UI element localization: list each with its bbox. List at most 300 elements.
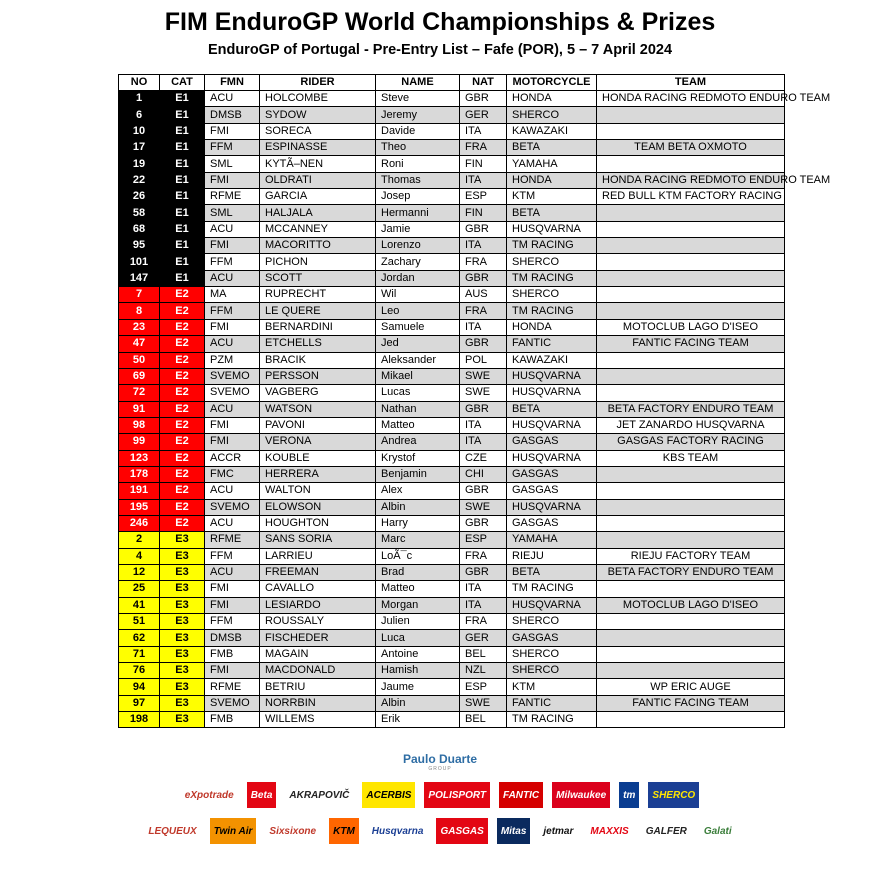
table-row — [119, 385, 785, 401]
cell-no: 72 — [119, 385, 160, 401]
cell-moto: HUSQVARNA — [507, 417, 597, 433]
cell-fmn: ACU — [205, 91, 260, 107]
cell-fmn: FFM — [205, 303, 260, 319]
cell-rider: ESPINASSE — [260, 140, 376, 156]
cell-no: 71 — [119, 646, 160, 662]
cell-cat: E1 — [160, 91, 205, 107]
table-row — [119, 695, 785, 711]
cell-cat: E2 — [160, 336, 205, 352]
cell-team: RIEJU FACTORY TEAM — [597, 548, 785, 564]
cell-nat: BEL — [460, 646, 507, 662]
cell-no: 62 — [119, 630, 160, 646]
cell-nat: ESP — [460, 679, 507, 695]
table-row — [119, 205, 785, 221]
cell-rider: MCCANNEY — [260, 221, 376, 237]
cell-team: HONDA RACING REDMOTO ENDURO TEAM — [597, 172, 785, 188]
cell-fmn: FMI — [205, 172, 260, 188]
cell-team: MOTOCLUB LAGO D'ISEO — [597, 597, 785, 613]
cell-team: BETA FACTORY ENDURO TEAM — [597, 401, 785, 417]
cell-cat: E2 — [160, 303, 205, 319]
cell-team — [597, 123, 785, 139]
cell-moto: GASGAS — [507, 466, 597, 482]
cell-name: Matteo — [376, 581, 460, 597]
cell-name: Thomas — [376, 172, 460, 188]
organizer-sub: GROUP — [428, 766, 452, 772]
cell-name: Zachary — [376, 254, 460, 270]
cell-cat: E3 — [160, 679, 205, 695]
table-body — [119, 91, 831, 728]
sponsor-logos-row-2 — [0, 818, 880, 844]
cell-rider: GARCIA — [260, 189, 376, 205]
sponsor-logo-akrapovi-: AKRAPOVIČ — [285, 782, 353, 808]
cell-nat: SWE — [460, 695, 507, 711]
cell-moto: SHERCO — [507, 287, 597, 303]
cell-cat: E1 — [160, 107, 205, 123]
cell-team — [597, 270, 785, 286]
cell-name: Jaume — [376, 679, 460, 695]
cell-nat: GER — [460, 107, 507, 123]
cell-moto: KAWAZAKI — [507, 352, 597, 368]
table-row — [119, 515, 785, 531]
cell-no: 58 — [119, 205, 160, 221]
cell-no: 191 — [119, 483, 160, 499]
column-header-rider: RIDER — [260, 75, 376, 91]
cell-rider: HALJALA — [260, 205, 376, 221]
cell-team — [597, 368, 785, 384]
cell-cat: E1 — [160, 221, 205, 237]
table-row — [119, 91, 785, 107]
cell-rider: BRACIK — [260, 352, 376, 368]
cell-nat: ITA — [460, 319, 507, 335]
table-row — [119, 499, 785, 515]
cell-fmn: ACU — [205, 401, 260, 417]
cell-cat: E2 — [160, 352, 205, 368]
cell-cat: E3 — [160, 630, 205, 646]
cell-nat: FRA — [460, 614, 507, 630]
cell-no: 47 — [119, 336, 160, 352]
cell-cat: E2 — [160, 499, 205, 515]
cell-moto: TM RACING — [507, 712, 597, 728]
cell-nat: ITA — [460, 581, 507, 597]
cell-rider: VERONA — [260, 434, 376, 450]
sponsor-logo-galfer: GALFER — [642, 818, 691, 844]
cell-no: 7 — [119, 287, 160, 303]
cell-moto: YAMAHA — [507, 532, 597, 548]
cell-cat: E2 — [160, 319, 205, 335]
cell-name: Steve — [376, 91, 460, 107]
table-row — [119, 663, 785, 679]
cell-rider: MACORITTO — [260, 238, 376, 254]
cell-moto: BETA — [507, 140, 597, 156]
table-row — [119, 254, 785, 270]
table-row — [119, 287, 785, 303]
cell-fmn: DMSB — [205, 630, 260, 646]
cell-no: 4 — [119, 548, 160, 564]
cell-name: Morgan — [376, 597, 460, 613]
cell-team: WP ERIC AUGE — [597, 679, 785, 695]
cell-cat: E1 — [160, 140, 205, 156]
cell-name: Matteo — [376, 417, 460, 433]
sponsor-logo-maxxis: MAXXIS — [586, 818, 632, 844]
cell-nat: ESP — [460, 189, 507, 205]
cell-nat: ITA — [460, 417, 507, 433]
cell-moto: HUSQVARNA — [507, 221, 597, 237]
cell-name: Hamish — [376, 663, 460, 679]
column-header-team: TEAM — [597, 75, 785, 91]
cell-name: Albin — [376, 499, 460, 515]
cell-name: Aleksander — [376, 352, 460, 368]
cell-team: FANTIC FACING TEAM — [597, 695, 785, 711]
column-header-motorcycle: MOTORCYCLE — [507, 75, 597, 91]
cell-moto: SHERCO — [507, 663, 597, 679]
cell-rider: PERSSON — [260, 368, 376, 384]
table-row — [119, 417, 785, 433]
cell-moto: SHERCO — [507, 254, 597, 270]
cell-cat: E2 — [160, 368, 205, 384]
table-row — [119, 646, 785, 662]
cell-fmn: FMB — [205, 646, 260, 662]
cell-fmn: SVEMO — [205, 368, 260, 384]
cell-nat: GBR — [460, 336, 507, 352]
cell-no: 147 — [119, 270, 160, 286]
sponsor-logo-beta: Beta — [247, 782, 277, 808]
cell-team — [597, 515, 785, 531]
table-row — [119, 630, 785, 646]
cell-nat: GBR — [460, 221, 507, 237]
cell-no: 97 — [119, 695, 160, 711]
cell-nat: FRA — [460, 548, 507, 564]
cell-moto: TM RACING — [507, 238, 597, 254]
cell-team — [597, 614, 785, 630]
cell-no: 99 — [119, 434, 160, 450]
cell-team — [597, 221, 785, 237]
table-row — [119, 483, 785, 499]
cell-rider: PICHON — [260, 254, 376, 270]
cell-rider: HOLCOMBE — [260, 91, 376, 107]
sponsor-logo-jetmar: jetmar — [539, 818, 577, 844]
cell-fmn: ACU — [205, 515, 260, 531]
cell-nat: ITA — [460, 434, 507, 450]
sponsor-logo-galati: Galati — [700, 818, 736, 844]
cell-name: Theo — [376, 140, 460, 156]
cell-name: Jed — [376, 336, 460, 352]
cell-no: 23 — [119, 319, 160, 335]
cell-rider: SCOTT — [260, 270, 376, 286]
cell-name: Davide — [376, 123, 460, 139]
cell-moto: FANTIC — [507, 695, 597, 711]
cell-fmn: ACU — [205, 336, 260, 352]
cell-fmn: SML — [205, 205, 260, 221]
cell-fmn: FFM — [205, 140, 260, 156]
cell-cat: E3 — [160, 548, 205, 564]
cell-fmn: FMI — [205, 663, 260, 679]
cell-fmn: FMI — [205, 581, 260, 597]
cell-name: Mikael — [376, 368, 460, 384]
cell-team — [597, 385, 785, 401]
cell-rider: ROUSSALY — [260, 614, 376, 630]
cell-nat: ITA — [460, 597, 507, 613]
column-header-cat: CAT — [160, 75, 205, 91]
cell-rider: VAGBERG — [260, 385, 376, 401]
cell-team — [597, 712, 785, 728]
cell-moto: HUSQVARNA — [507, 597, 597, 613]
column-header-no: NO — [119, 75, 160, 91]
cell-rider: CAVALLO — [260, 581, 376, 597]
cell-name: Roni — [376, 156, 460, 172]
cell-team — [597, 646, 785, 662]
cell-cat: E1 — [160, 189, 205, 205]
cell-name: Lucas — [376, 385, 460, 401]
table-row — [119, 368, 785, 384]
cell-moto: KAWAZAKI — [507, 123, 597, 139]
sponsor-logo-twin-air: Twin Air — [210, 818, 257, 844]
cell-team — [597, 107, 785, 123]
cell-nat: GBR — [460, 483, 507, 499]
cell-cat: E1 — [160, 270, 205, 286]
cell-nat: ITA — [460, 238, 507, 254]
cell-moto: GASGAS — [507, 483, 597, 499]
cell-name: Brad — [376, 564, 460, 580]
cell-fmn: SVEMO — [205, 695, 260, 711]
cell-no: 51 — [119, 614, 160, 630]
cell-name: Andrea — [376, 434, 460, 450]
cell-cat: E3 — [160, 581, 205, 597]
cell-moto: HONDA — [507, 172, 597, 188]
cell-rider: MAGAIN — [260, 646, 376, 662]
cell-cat: E2 — [160, 483, 205, 499]
cell-nat: SWE — [460, 368, 507, 384]
cell-team: KBS TEAM — [597, 450, 785, 466]
cell-moto: BETA — [507, 564, 597, 580]
cell-rider: SYDOW — [260, 107, 376, 123]
cell-fmn: DMSB — [205, 107, 260, 123]
cell-cat: E1 — [160, 172, 205, 188]
sponsor-logo-tm: tm — [619, 782, 639, 808]
cell-moto: HUSQVARNA — [507, 385, 597, 401]
cell-team — [597, 205, 785, 221]
page-title: FIM EnduroGP World Championships & Prizes — [164, 8, 716, 36]
cell-team: GASGAS FACTORY RACING — [597, 434, 785, 450]
cell-team — [597, 287, 785, 303]
cell-fmn: FFM — [205, 254, 260, 270]
cell-moto: FANTIC — [507, 336, 597, 352]
cell-fmn: FMI — [205, 123, 260, 139]
column-header-fmn: FMN — [205, 75, 260, 91]
cell-cat: E3 — [160, 712, 205, 728]
cell-no: 6 — [119, 107, 160, 123]
cell-cat: E2 — [160, 434, 205, 450]
cell-rider: PAVONI — [260, 417, 376, 433]
cell-team — [597, 352, 785, 368]
cell-name: Leo — [376, 303, 460, 319]
cell-fmn: ACU — [205, 270, 260, 286]
cell-name: Josep — [376, 189, 460, 205]
cell-moto: BETA — [507, 401, 597, 417]
cell-fmn: SML — [205, 156, 260, 172]
cell-no: 195 — [119, 499, 160, 515]
table-header-row — [119, 75, 785, 91]
cell-cat: E2 — [160, 401, 205, 417]
cell-rider: WILLEMS — [260, 712, 376, 728]
table-row — [119, 123, 785, 139]
cell-cat: E2 — [160, 515, 205, 531]
cell-fmn: RFME — [205, 532, 260, 548]
table-row — [119, 156, 785, 172]
table-row — [119, 336, 785, 352]
cell-moto: TM RACING — [507, 581, 597, 597]
cell-fmn: ACU — [205, 483, 260, 499]
table-row — [119, 597, 785, 613]
cell-no: 10 — [119, 123, 160, 139]
cell-cat: E1 — [160, 238, 205, 254]
cell-name: Julien — [376, 614, 460, 630]
cell-nat: SWE — [460, 385, 507, 401]
table-row — [119, 614, 785, 630]
table-row — [119, 434, 785, 450]
cell-name: Krystof — [376, 450, 460, 466]
cell-rider: HERRERA — [260, 466, 376, 482]
cell-no: 246 — [119, 515, 160, 531]
cell-moto: SHERCO — [507, 107, 597, 123]
cell-cat: E3 — [160, 597, 205, 613]
cell-name: Jamie — [376, 221, 460, 237]
cell-rider: KOUBLE — [260, 450, 376, 466]
cell-name: Lorenzo — [376, 238, 460, 254]
cell-team: HONDA RACING REDMOTO ENDURO TEAM — [597, 91, 785, 107]
cell-nat: AUS — [460, 287, 507, 303]
cell-no: 123 — [119, 450, 160, 466]
table-row — [119, 532, 785, 548]
cell-no: 95 — [119, 238, 160, 254]
table-row — [119, 140, 785, 156]
cell-nat: GBR — [460, 401, 507, 417]
cell-team: BETA FACTORY ENDURO TEAM — [597, 564, 785, 580]
cell-fmn: FMI — [205, 417, 260, 433]
cell-cat: E2 — [160, 466, 205, 482]
cell-nat: FIN — [460, 205, 507, 221]
cell-nat: FRA — [460, 140, 507, 156]
cell-team — [597, 532, 785, 548]
cell-name: Nathan — [376, 401, 460, 417]
cell-cat: E2 — [160, 385, 205, 401]
cell-no: 101 — [119, 254, 160, 270]
cell-no: 25 — [119, 581, 160, 597]
cell-team: FANTIC FACING TEAM — [597, 336, 785, 352]
cell-moto: SHERCO — [507, 646, 597, 662]
cell-no: 68 — [119, 221, 160, 237]
sponsor-logo-husqvarna: Husqvarna — [368, 818, 428, 844]
cell-rider: LESIARDO — [260, 597, 376, 613]
sponsor-logos-row-1 — [0, 782, 880, 808]
table-row — [119, 319, 785, 335]
cell-rider: HOUGHTON — [260, 515, 376, 531]
cell-no: 41 — [119, 597, 160, 613]
cell-team: MOTOCLUB LAGO D'ISEO — [597, 319, 785, 335]
cell-name: Marc — [376, 532, 460, 548]
cell-nat: GBR — [460, 564, 507, 580]
cell-fmn: FMI — [205, 238, 260, 254]
cell-name: Jordan — [376, 270, 460, 286]
cell-nat: SWE — [460, 499, 507, 515]
cell-fmn: FMI — [205, 319, 260, 335]
cell-moto: GASGAS — [507, 434, 597, 450]
cell-cat: E2 — [160, 287, 205, 303]
cell-name: Harry — [376, 515, 460, 531]
sponsor-logo-expotrade: eXpotrade — [181, 782, 238, 808]
sponsor-logo-polisport: POLISPORT — [424, 782, 490, 808]
cell-moto: KTM — [507, 679, 597, 695]
cell-fmn: PZM — [205, 352, 260, 368]
cell-moto: HONDA — [507, 319, 597, 335]
cell-moto: HONDA — [507, 91, 597, 107]
cell-rider: ELOWSON — [260, 499, 376, 515]
cell-no: 19 — [119, 156, 160, 172]
cell-rider: MACDONALD — [260, 663, 376, 679]
cell-name: LoÃ¯c — [376, 548, 460, 564]
cell-rider: NORRBIN — [260, 695, 376, 711]
sponsor-logo-acerbis: ACERBIS — [362, 782, 415, 808]
cell-cat: E1 — [160, 123, 205, 139]
cell-moto: HUSQVARNA — [507, 450, 597, 466]
cell-cat: E3 — [160, 564, 205, 580]
cell-team — [597, 466, 785, 482]
cell-name: Erik — [376, 712, 460, 728]
cell-cat: E1 — [160, 254, 205, 270]
cell-fmn: MA — [205, 287, 260, 303]
cell-fmn: FFM — [205, 614, 260, 630]
cell-nat: FIN — [460, 156, 507, 172]
cell-nat: CHI — [460, 466, 507, 482]
table-row — [119, 712, 785, 728]
cell-fmn: ACU — [205, 221, 260, 237]
cell-nat: GBR — [460, 515, 507, 531]
cell-moto: HUSQVARNA — [507, 499, 597, 515]
cell-no: 91 — [119, 401, 160, 417]
cell-fmn: FMC — [205, 466, 260, 482]
cell-rider: BERNARDINI — [260, 319, 376, 335]
cell-team: RED BULL KTM FACTORY RACING — [597, 189, 785, 205]
sponsor-logo-sixsixone: Sixsixone — [265, 818, 320, 844]
cell-cat: E2 — [160, 450, 205, 466]
cell-team — [597, 238, 785, 254]
cell-cat: E3 — [160, 663, 205, 679]
cell-nat: GER — [460, 630, 507, 646]
cell-no: 178 — [119, 466, 160, 482]
cell-nat: ITA — [460, 123, 507, 139]
cell-fmn: FMI — [205, 597, 260, 613]
cell-moto: YAMAHA — [507, 156, 597, 172]
sponsor-logo-sherco: SHERCO — [648, 782, 699, 808]
cell-fmn: RFME — [205, 679, 260, 695]
column-header-name: NAME — [376, 75, 460, 91]
cell-cat: E1 — [160, 156, 205, 172]
cell-no: 50 — [119, 352, 160, 368]
table-row — [119, 352, 785, 368]
table-row — [119, 450, 785, 466]
organizer-name: Paulo Duarte — [402, 752, 477, 766]
cell-moto: HUSQVARNA — [507, 368, 597, 384]
cell-moto: BETA — [507, 205, 597, 221]
cell-cat: E2 — [160, 417, 205, 433]
cell-cat: E3 — [160, 614, 205, 630]
cell-team — [597, 581, 785, 597]
column-header-nat: NAT — [460, 75, 507, 91]
cell-no: 12 — [119, 564, 160, 580]
cell-rider: ETCHELLS — [260, 336, 376, 352]
table-row — [119, 679, 785, 695]
cell-no: 198 — [119, 712, 160, 728]
cell-name: Benjamin — [376, 466, 460, 482]
